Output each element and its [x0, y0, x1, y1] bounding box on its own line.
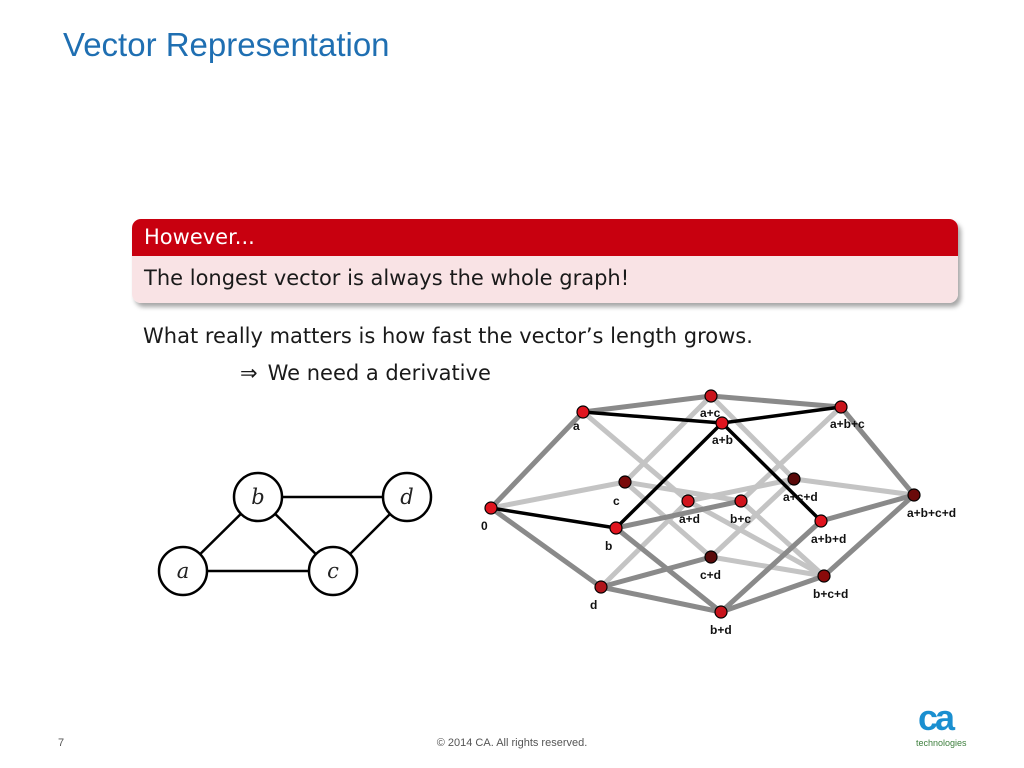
lattice-node-bd — [715, 606, 727, 618]
body-text-line2 — [240, 361, 491, 385]
edge-a-ac — [583, 396, 711, 412]
lattice-label-ab: a+b — [712, 433, 734, 447]
block-body: The longest vector is always the whole graph! — [132, 256, 958, 303]
subset-lattice-diagram — [470, 385, 1010, 640]
edge-0-d — [491, 508, 601, 587]
lattice-label-c: c — [613, 494, 620, 508]
node-a-label: a — [176, 559, 190, 583]
lattice-node-abd — [815, 515, 827, 527]
block-title: However... — [132, 219, 958, 256]
lattice-node-d — [595, 581, 607, 593]
lattice-label-cd: c+d — [700, 568, 722, 582]
logo-mark: ca — [918, 697, 953, 738]
lattice-label-abcd: a+b+c+d — [907, 506, 957, 520]
lattice-label-abc: a+b+c — [830, 417, 865, 431]
edge-ac-abc — [711, 396, 841, 407]
lattice-node-a — [577, 406, 589, 418]
page-number: 7 — [58, 737, 65, 749]
lattice-node-0 — [485, 502, 497, 514]
lattice-label-ac: a+c — [700, 406, 721, 420]
lattice-label-bd: b+d — [710, 623, 732, 637]
lattice-label-abd: a+b+d — [811, 532, 847, 546]
node-c-label: c — [327, 559, 339, 583]
lattice-node-c — [619, 476, 631, 488]
ca-technologies-logo — [910, 697, 980, 753]
lattice-label-b: b — [605, 539, 613, 553]
edge-bc-abc — [741, 407, 841, 501]
edge-bd-bcd — [721, 576, 824, 612]
edge-c-ac — [625, 396, 711, 482]
lattice-label-bc: b+c — [730, 512, 752, 526]
lattice-node-cd — [705, 551, 717, 563]
lattice-node-bc — [735, 495, 747, 507]
body-text-line1: What really matters is how fast the vector’s length grows. — [143, 324, 753, 348]
derivative-text: We need a derivative — [267, 361, 491, 385]
logo-tagline: technologies — [916, 738, 967, 748]
lattice-node-abcd — [908, 489, 920, 501]
lattice-node-bcd — [818, 570, 830, 582]
lattice-label-d: d — [590, 598, 598, 612]
implies-arrow: ⇒ — [240, 361, 258, 385]
lattice-node-ad — [682, 495, 694, 507]
slide-title: Vector Representation — [63, 26, 390, 63]
node-b-label: b — [251, 485, 265, 509]
lattice-node-abc — [835, 401, 847, 413]
however-block — [132, 219, 958, 303]
node-d-label: d — [400, 485, 414, 509]
copyright-notice: © 2014 CA. All rights reserved. — [436, 737, 588, 749]
lattice-node-acd — [788, 473, 800, 485]
small-graph-diagram — [150, 460, 450, 610]
lattice-label-0: 0 — [481, 519, 488, 533]
edge-0-b — [491, 508, 616, 528]
lattice-node-ac — [705, 390, 717, 402]
lattice-label-ad: a+d — [679, 512, 701, 526]
lattice-label-a: a — [573, 419, 580, 433]
lattice-node-b — [610, 522, 622, 534]
lattice-label-acd: a+c+d — [783, 490, 818, 504]
lattice-label-bcd: b+c+d — [813, 587, 849, 601]
